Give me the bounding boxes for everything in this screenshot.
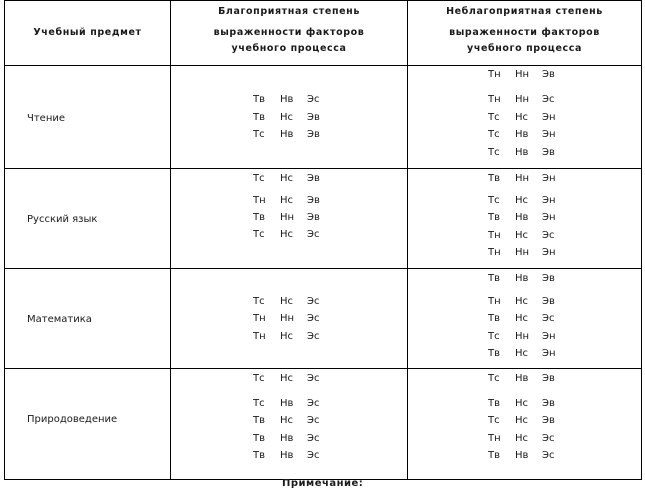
- factor-code: Эв: [307, 212, 320, 223]
- factor-code: Нс: [515, 230, 529, 241]
- factor-code: Нн: [280, 313, 295, 324]
- unfavorable-combination: [488, 212, 569, 223]
- factor-code: Тв: [488, 450, 501, 461]
- factor-code: Нн: [515, 94, 530, 105]
- factor-code: Нн: [515, 173, 530, 184]
- factor-code: Тв: [253, 450, 266, 461]
- factor-code: Тн: [488, 296, 501, 307]
- unfavorable-combination: [488, 415, 569, 426]
- factor-code: Нс: [280, 195, 294, 206]
- factor-code: Эв: [307, 195, 320, 206]
- factor-code: Нв: [280, 450, 294, 461]
- favorable-combination: [253, 450, 334, 461]
- factor-code: Нв: [515, 450, 529, 461]
- factor-code: Эн: [542, 129, 556, 140]
- favorable-combination: [253, 433, 334, 444]
- factor-code: Нв: [515, 212, 529, 223]
- factor-code: Эс: [307, 94, 320, 105]
- note-label: Примечание:: [282, 478, 364, 489]
- factor-code: Нс: [280, 112, 294, 123]
- factor-code: Эн: [542, 331, 556, 342]
- factor-code: Эв: [542, 296, 555, 307]
- header-favorable-line2: выраженности факторов: [213, 27, 365, 38]
- factor-code: Эв: [542, 415, 555, 426]
- factor-code: Нс: [280, 331, 294, 342]
- unfavorable-combination: [488, 433, 569, 444]
- row-divider: [5, 268, 641, 269]
- favorable-combination: [253, 313, 334, 324]
- row-divider: [5, 168, 641, 169]
- factor-code: Тс: [488, 147, 500, 158]
- factor-code: Эв: [542, 273, 555, 284]
- factor-code: Тс: [488, 331, 500, 342]
- unfavorable-combination: [488, 273, 569, 284]
- factor-code: Эн: [542, 247, 556, 258]
- factor-code: Эн: [542, 195, 556, 206]
- unfavorable-combination: [488, 69, 569, 80]
- factor-code: Нс: [515, 195, 529, 206]
- factor-code: Эс: [307, 296, 320, 307]
- favorable-combination: [253, 94, 334, 105]
- factor-code: Нв: [515, 373, 529, 384]
- factor-code: Нв: [280, 433, 294, 444]
- factor-code: Нс: [515, 313, 529, 324]
- factor-code: Эс: [542, 433, 555, 444]
- factor-code: Тс: [488, 373, 500, 384]
- subject-label: Математика: [27, 314, 92, 325]
- factor-code: Тс: [488, 195, 500, 206]
- factor-code: Нн: [515, 247, 530, 258]
- unfavorable-combination: [488, 247, 569, 258]
- factor-code: Эс: [542, 313, 555, 324]
- factor-code: Нв: [280, 129, 294, 140]
- factor-code: Нс: [280, 373, 294, 384]
- factor-code: Тв: [253, 112, 266, 123]
- unfavorable-combination: [488, 94, 569, 105]
- factor-code: Нн: [515, 69, 530, 80]
- factor-code: Тн: [488, 230, 501, 241]
- favorable-combination: [253, 296, 334, 307]
- row-divider: [5, 368, 641, 369]
- factor-code: Тв: [488, 173, 501, 184]
- unfavorable-combination: [488, 173, 569, 184]
- factor-code: Тн: [253, 331, 266, 342]
- factor-code: Нс: [280, 296, 294, 307]
- factor-code: Тв: [488, 313, 501, 324]
- factor-code: Эв: [542, 373, 555, 384]
- factor-code: Тс: [488, 112, 500, 123]
- unfavorable-combination: [488, 129, 569, 140]
- header-unfavorable-line3: учебного процесса: [467, 43, 582, 54]
- factor-code: Тс: [488, 415, 500, 426]
- factor-code: Эн: [542, 212, 556, 223]
- factor-code: Эс: [307, 373, 320, 384]
- favorable-combination: [253, 129, 334, 140]
- favorable-combination: [253, 112, 334, 123]
- factor-code: Нв: [515, 273, 529, 284]
- unfavorable-combination: [488, 195, 569, 206]
- factor-code: Тн: [488, 94, 501, 105]
- factor-code: Нс: [280, 173, 294, 184]
- factor-code: Нв: [280, 398, 294, 409]
- favorable-combination: [253, 173, 334, 184]
- factor-code: Эс: [307, 450, 320, 461]
- unfavorable-combination: [488, 348, 569, 359]
- factor-code: Нн: [280, 212, 295, 223]
- unfavorable-combination: [488, 230, 569, 241]
- factor-code: Тс: [253, 229, 265, 240]
- unfavorable-combination: [488, 313, 569, 324]
- factor-code: Тв: [253, 212, 266, 223]
- factor-code: Эс: [307, 398, 320, 409]
- factor-code: Эс: [542, 230, 555, 241]
- unfavorable-combination: [488, 112, 569, 123]
- factor-code: Тс: [253, 373, 265, 384]
- factor-code: Тс: [253, 173, 265, 184]
- unfavorable-combination: [488, 373, 569, 384]
- factor-code: Тс: [488, 129, 500, 140]
- factor-code: Тв: [253, 433, 266, 444]
- unfavorable-combination: [488, 296, 569, 307]
- column-divider: [407, 1, 408, 479]
- unfavorable-combination: [488, 450, 569, 461]
- factor-code: Нс: [515, 415, 529, 426]
- factor-code: Эн: [542, 173, 556, 184]
- favorable-combination: [253, 415, 334, 426]
- factor-code: Нс: [515, 296, 529, 307]
- factor-code: Тв: [253, 415, 266, 426]
- factor-code: Тс: [253, 398, 265, 409]
- favorable-combination: [253, 212, 334, 223]
- unfavorable-combination: [488, 398, 569, 409]
- factor-code: Эс: [307, 415, 320, 426]
- factor-code: Тв: [488, 348, 501, 359]
- header-favorable-line3: учебного процесса: [231, 43, 347, 54]
- factor-code: Эн: [542, 348, 556, 359]
- factor-code: Эс: [307, 229, 320, 240]
- factor-code: Нс: [515, 433, 529, 444]
- factor-code: Нс: [515, 112, 529, 123]
- factor-code: Тв: [488, 212, 501, 223]
- unfavorable-combination: [488, 147, 569, 158]
- factor-code: Эс: [542, 450, 555, 461]
- factor-code: Тн: [253, 313, 266, 324]
- factor-code: Эс: [307, 331, 320, 342]
- factor-code: Эн: [542, 112, 556, 123]
- factor-code: Тв: [488, 273, 501, 284]
- factor-code: Нн: [515, 331, 530, 342]
- factor-code: Нс: [280, 229, 294, 240]
- subject-label: Чтение: [27, 113, 66, 124]
- favorable-combination: [253, 331, 334, 342]
- factor-code: Эс: [307, 313, 320, 324]
- factor-code: Эв: [542, 398, 555, 409]
- subject-label: Русский язык: [27, 214, 98, 225]
- header-unfavorable-line2: выраженности факторов: [449, 27, 600, 38]
- header-unfavorable-line1: Неблагоприятная степень: [446, 6, 603, 17]
- factors-table: [4, 0, 642, 480]
- header-favorable-line1: Благоприятная степень: [218, 6, 360, 17]
- factor-code: Тн: [488, 433, 501, 444]
- factor-code: Эв: [307, 112, 320, 123]
- factor-code: Нв: [515, 129, 529, 140]
- factor-code: Тн: [488, 69, 501, 80]
- favorable-combination: [253, 373, 334, 384]
- unfavorable-combination: [488, 331, 569, 342]
- factor-code: Тс: [253, 129, 265, 140]
- factor-code: Тс: [253, 296, 265, 307]
- favorable-combination: [253, 398, 334, 409]
- favorable-combination: [253, 229, 334, 240]
- subject-label: Природоведение: [27, 414, 118, 425]
- factor-code: Нв: [515, 147, 529, 158]
- factor-code: Эв: [307, 129, 320, 140]
- factor-code: Тн: [488, 247, 501, 258]
- factor-code: Тв: [488, 398, 501, 409]
- factor-code: Эв: [307, 173, 320, 184]
- factor-code: Эс: [307, 433, 320, 444]
- favorable-combination: [253, 195, 334, 206]
- header-subject: Учебный предмет: [33, 27, 142, 38]
- factor-code: Тн: [253, 195, 266, 206]
- factor-code: Нс: [280, 415, 294, 426]
- factor-code: Эв: [542, 69, 555, 80]
- factor-code: Нс: [515, 348, 529, 359]
- factor-code: Тв: [253, 94, 266, 105]
- factor-code: Эс: [542, 94, 555, 105]
- column-divider: [170, 1, 171, 479]
- factor-code: Нв: [280, 94, 294, 105]
- row-divider: [5, 65, 641, 66]
- factor-code: Эв: [542, 147, 555, 158]
- factor-code: Нс: [515, 398, 529, 409]
